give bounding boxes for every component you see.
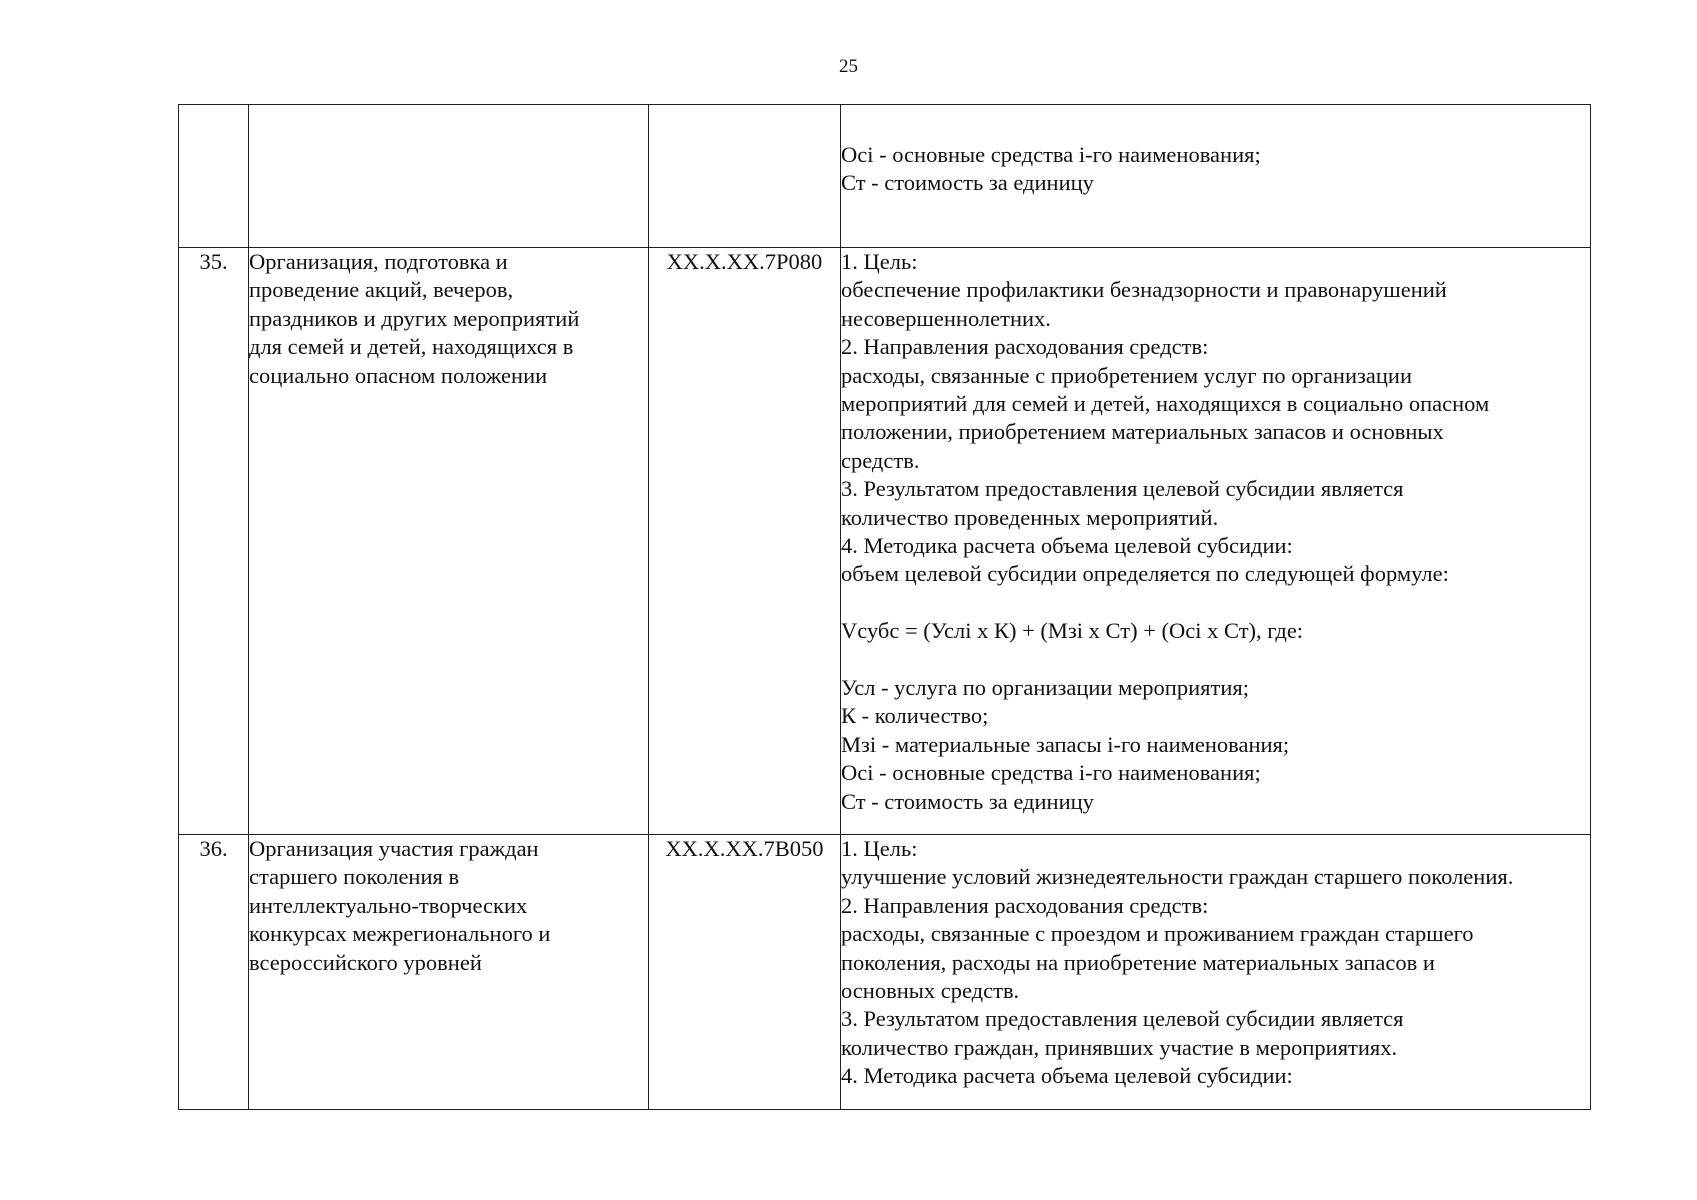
description-line: поколения, расходы на приобретение материальных запасов и: [841, 949, 1435, 975]
name-line: старшего поколения в: [249, 864, 460, 890]
name-line: для семей и детей, находящихся в: [249, 334, 574, 360]
description-line: улучшение условий жизнедеятельности граждан старшего поколения.: [841, 864, 1514, 890]
description-line: средств.: [841, 447, 920, 473]
subsidy-table: [178, 104, 1591, 1110]
description-line: положении, приобретением материальных запасов и основных: [841, 419, 1444, 445]
description-line: 2. Направления расходования средств:: [841, 892, 1209, 918]
formula-line: Vсубс = (Услі x К) + (Мзі x Ст) + (Осі x Ст), где:: [841, 618, 1304, 644]
name-line: Организация, подготовка и: [249, 249, 508, 274]
name-line: интеллектуально-творческих: [249, 892, 528, 918]
description-line: количество проведенных мероприятий.: [841, 504, 1219, 530]
description-line: 3. Результатом предоставления целевой субсидии является: [841, 1006, 1404, 1032]
row-number-cell: [179, 105, 249, 248]
description-line: К - количество;: [841, 703, 989, 729]
row-code-cell: XX.X.XX.7P080: [649, 248, 841, 835]
name-line: социально опасном положении: [249, 362, 548, 388]
description-line: количество граждан, принявших участие в мероприятиях.: [841, 1034, 1398, 1060]
blank-line: [841, 646, 1590, 674]
row-number-cell: 35.: [179, 248, 249, 835]
table-row: [179, 835, 1591, 1110]
description-line: мероприятий для семей и детей, находящихся в социально опасном: [841, 391, 1490, 417]
description-line: расходы, связанные с приобретением услуг по организации: [841, 362, 1412, 388]
row-number-cell: 36.: [179, 835, 249, 1110]
description-line: Осі - основные средства і-го наименования;: [841, 760, 1261, 786]
name-line: праздников и других мероприятий: [249, 305, 580, 331]
row-name-cell: [249, 835, 649, 1110]
row-code-cell: [649, 105, 841, 248]
row-description-cell: [841, 835, 1591, 1110]
row-description-cell: [841, 248, 1591, 835]
table-row: [179, 248, 1591, 835]
description-line: 4. Методика расчета объема целевой субсидии:: [841, 1063, 1293, 1089]
row-name-cell: [249, 248, 649, 835]
description-line: 1. Цель:: [841, 836, 918, 861]
description-line: 1. Цель:: [841, 249, 918, 274]
description-line: расходы, связанные с проездом и проживанием граждан старшего: [841, 921, 1474, 947]
description-line: 3. Результатом предоставления целевой субсидии является: [841, 476, 1404, 502]
row-name-cell: [249, 105, 649, 248]
page-number: 25: [839, 56, 858, 77]
description-line: Ст - стоимость за единицу: [841, 788, 1094, 814]
row-description-cell: [841, 105, 1591, 248]
description-line: 2. Направления расходования средств:: [841, 334, 1209, 360]
description-line: объем целевой субсидии определяется по следующей формуле:: [841, 561, 1449, 587]
name-line: проведение акций, вечеров,: [249, 277, 514, 303]
blank-line: [841, 589, 1590, 617]
description-line: Осі - основные средства і-го наименования;: [841, 142, 1261, 167]
description-line: Ст - стоимость за единицу: [841, 170, 1094, 196]
description-line: 4. Методика расчета объема целевой субсидии:: [841, 533, 1293, 559]
row-code-cell: XX.X.XX.7B050: [649, 835, 841, 1110]
table-row: [179, 105, 1591, 248]
description-line: Усл - услуга по организации мероприятия;: [841, 675, 1249, 701]
name-line: всероссийского уровней: [249, 949, 482, 975]
name-line: Организация участия граждан: [249, 836, 539, 861]
description-line: Мзі - материальные запасы і-го наименования;: [841, 731, 1290, 757]
description-line: основных средств.: [841, 978, 1020, 1004]
name-line: конкурсах межрегионального и: [249, 921, 551, 947]
description-line: обеспечение профилактики безнадзорности и правонарушений: [841, 277, 1447, 303]
description-line: несовершеннолетних.: [841, 305, 1051, 331]
